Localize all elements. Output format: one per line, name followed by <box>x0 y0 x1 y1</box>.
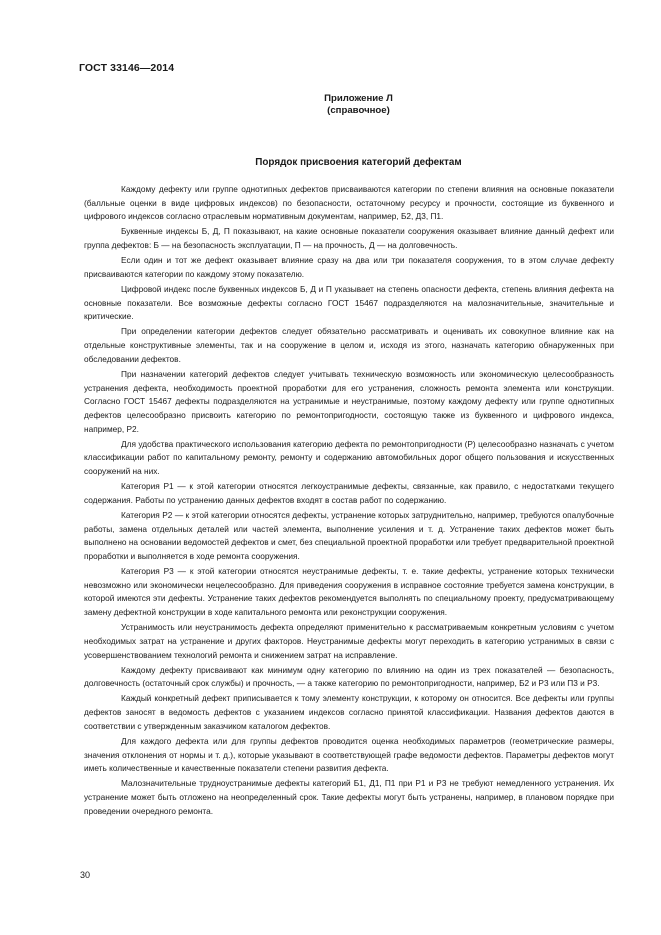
paragraph: При назначении категорий дефектов следует учитывать техническую возможность или экономическую целесообразность устранения дефекта, необходимость проектной проработки для его устранения, сложность ремонта элемента или конструкции. Согласно ГОСТ 15467 дефекты подразделяются на устранимые и неустранимые, поэтому каждому дефекту или группе однотипных дефектов целесообразно присвоить категорию по ремонтопригодности, состоящую также из буквенного и цифрового индекса, например, Р2. <box>84 368 614 434</box>
document-code: ГОСТ 33146—2014 <box>79 62 175 74</box>
paragraph: Каждому дефекту присваивают как минимум одну категорию по влиянию на один из трех показателей — безопасность, долговечность (остаточный срок службы) и прочность, — а также категорию по ремонтопригодности, например, Б2 и Р3 или П3 и Р3. <box>84 664 614 689</box>
paragraph: Если один и тот же дефект оказывает влияние сразу на два или три показателя сооружения, то в этом случае дефекту присваиваются категории по каждому этому показателю. <box>84 255 614 279</box>
paragraph: Каждому дефекту или группе однотипных дефектов присваиваются категории по степени влияния на основные показатели (балльные оценки в виде цифровых индексов) по безопасности, остаточному ресурсу и прочности, состоящие из буквенного и цифрового индексов согласно отраслевым нормативным документам, например, Б2, Д3, П1. <box>84 184 614 222</box>
paragraph: Малозначительные трудноустранимые дефекты категорий Б1, Д1, П1 при Р1 и Р3 не требуют немедленного устранения. Их устранение может быть отложено на неопределенный срок. Такие дефекты могут быть устранены, например, в плановом порядке при проведении очередного ремонта. <box>84 778 614 816</box>
paragraph: Устранимость или неустранимость дефекта определяют применительно к рассматриваемым конкретным условиям с учетом необходимых затрат на устранение и других факторов. Неустранимые дефекты могут переходить в категорию устранимых в связи с усовершенствованием технологий ремонта и снижением затрат на исправление. <box>84 622 614 660</box>
paragraph: Категория Р1 — к этой категории относятся легкоустранимые дефекты, связанные, как правило, с недостатками текущего содержания. Работы по устранению данных дефектов входят в состав работ по содержанию. <box>84 481 614 505</box>
paragraph: Цифровой индекс после буквенных индексов Б, Д и П указывает на степень опасности дефекта, степень влияния дефекта на основные показатели. Все возможные дефекты согласно ГОСТ 15467 подразделяются на малозначительные, значительные и критические. <box>84 283 614 322</box>
section-title: Порядок присвоения категорий дефектам <box>255 157 462 168</box>
paragraph: Категория Р3 — к этой категории относятся неустранимые дефекты, т. е. такие дефекты, устранение которых технически невозможно или экономически нецелесообразно. Для приведения сооружения в исправное состояние требуется замена конструкции, в которой имеются эти дефекты. Устранение таких дефектов рекомендуется выполнять по специальному проекту, предусматривающему замену дефектной конструкции в ходе капитального ремонта или реконструкции сооружения. <box>84 566 614 618</box>
body-text <box>84 183 614 820</box>
appendix-label: Приложение Л <box>324 93 393 104</box>
paragraph: Для удобства практического использования категорию дефекта по ремонтопригодности (Р) целесообразно назначать с учетом классификации работ по капитальному ремонту, ремонту и содержанию автомобильных дорог общего пользования и искусственных сооружений на них. <box>84 438 614 477</box>
paragraph: Буквенные индексы Б, Д, П показывают, на какие основные показатели сооружения оказывает влияние данный дефект или группа дефектов: Б — на безопасность эксплуатации, П — на прочность, Д — на долговечность. <box>84 226 614 251</box>
paragraph: Для каждого дефекта или для группы дефектов проводится оценка необходимых параметров (геометрические размеры, значения отклонения от нормы и т. д.), которые указывают в соответствующей графе ведомости дефектов. Параметры дефектов могут иметь количественные и качественные показатели степени развития дефекта. <box>84 735 614 774</box>
paragraph: Категория Р2 — к этой категории относятся дефекты, устранение которых затруднительно, например, требуются опалубочные работы, замена отдельных деталей или частей элемента, выполнение усиления и т. д. Устранение таких дефектов может быть выполнено на основании ведомостей дефектов и смет, без специальной проектной проработки или требует предварительной проектной проработки и выполняется в ходе ремонта сооружения. <box>84 509 614 562</box>
page-number: 30 <box>80 870 91 880</box>
appendix-type: (справочное) <box>327 104 390 116</box>
paragraph: При определении категории дефектов следует обязательно рассматривать и оценивать их совокупное влияние как на отдельные конструктивные элементы, так и на сооружение в целом и, исходя из этого, назначать категорию обнаруженных при обследовании дефектов. <box>84 326 614 364</box>
appendix-heading <box>28 93 661 116</box>
paragraph: Каждый конкретный дефект приписывается к тому элементу конструкции, к которому он относится. Все дефекты или группы дефектов заносят в ведомость дефектов с указанием индексов согласно принятой классификации. Названия дефектов даются в соответствии с утвержденным заказчиком каталогом дефектов. <box>84 693 614 731</box>
